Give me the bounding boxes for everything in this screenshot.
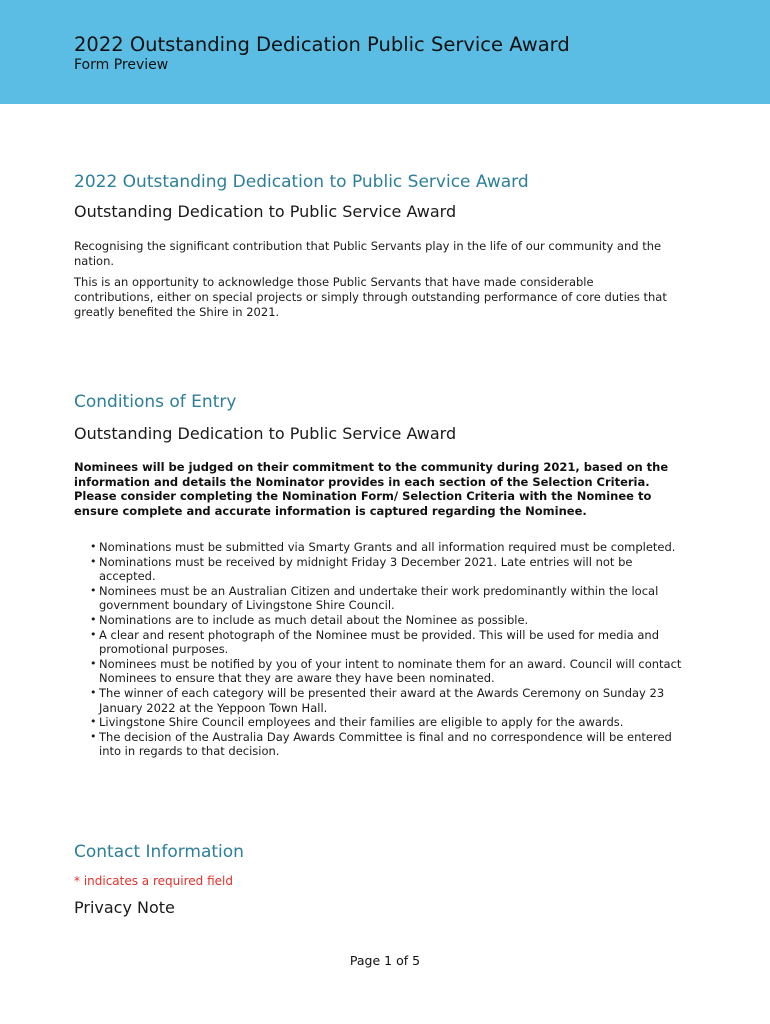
list-item: • Nominations must be submitted via Smarty Grants and all information required must be completed.	[92, 540, 682, 555]
list-item: • The winner of each category will be presented their award at the Awards Ceremony on Sunday 23 January 2022 at the Yeppoon Town Hall.	[92, 686, 682, 715]
page-header	[0, 0, 770, 104]
conditions-list	[92, 540, 682, 759]
list-item: • Nominations must be received by midnight Friday 3 December 2021. Late entries will not be accepted.	[92, 555, 682, 584]
intro-paragraph-1: Recognising the significant contribution that Public Servants play in the life of our community and the nation.	[74, 239, 662, 268]
intro-section-title: 2022 Outstanding Dedication to Public Service Award	[74, 172, 529, 192]
intro-paragraph-2: This is an opportunity to acknowledge those Public Servants that have made considerable contributions, either on special projects or simply through outstanding performance of core duties that greatly benefited the Shire in 2021.	[74, 275, 667, 319]
contact-section-title: Contact Information	[74, 842, 244, 862]
list-item: • Nominations are to include as much detail about the Nominee as possible.	[92, 613, 682, 628]
list-item: • Nominees must be an Australian Citizen and undertake their work predominantly within the local government boundary of Livingstone Shire Council.	[92, 584, 682, 613]
required-field-note: * indicates a required field	[74, 874, 233, 888]
intro-section-subtitle: Outstanding Dedication to Public Service Award	[74, 202, 457, 221]
list-item: • Nominees must be notified by you of your intent to nominate them for an award. Council will contact Nominees to ensure that they are aware they have been nominated.	[92, 657, 682, 686]
form-subtitle: Form Preview	[74, 57, 169, 73]
conditions-section-subtitle: Outstanding Dedication to Public Service Award	[74, 424, 457, 443]
privacy-note-title: Privacy Note	[74, 898, 175, 917]
page-number: Page 1 of 5	[349, 953, 421, 968]
list-item: • Livingstone Shire Council employees and their families are eligible to apply for the awards.	[92, 715, 682, 730]
judging-criteria-text: Nominees will be judged on their commitment to the community during 2021, based on the information and details the Nominator provides in each section of the Selection Criteria. Please consider completing the Nomination Form/ Selection Criteria with the Nominee to ensure complete and accurate information is captured regarding the Nominee.	[74, 460, 669, 518]
form-title: 2022 Outstanding Dedication Public Service Award	[74, 33, 570, 56]
conditions-section-title: Conditions of Entry	[74, 392, 237, 412]
list-item: • The decision of the Australia Day Awards Committee is final and no correspondence will be entered into in regards to that decision.	[92, 730, 682, 759]
list-item: • A clear and resent photograph of the Nominee must be provided. This will be used for media and promotional purposes.	[92, 628, 682, 657]
